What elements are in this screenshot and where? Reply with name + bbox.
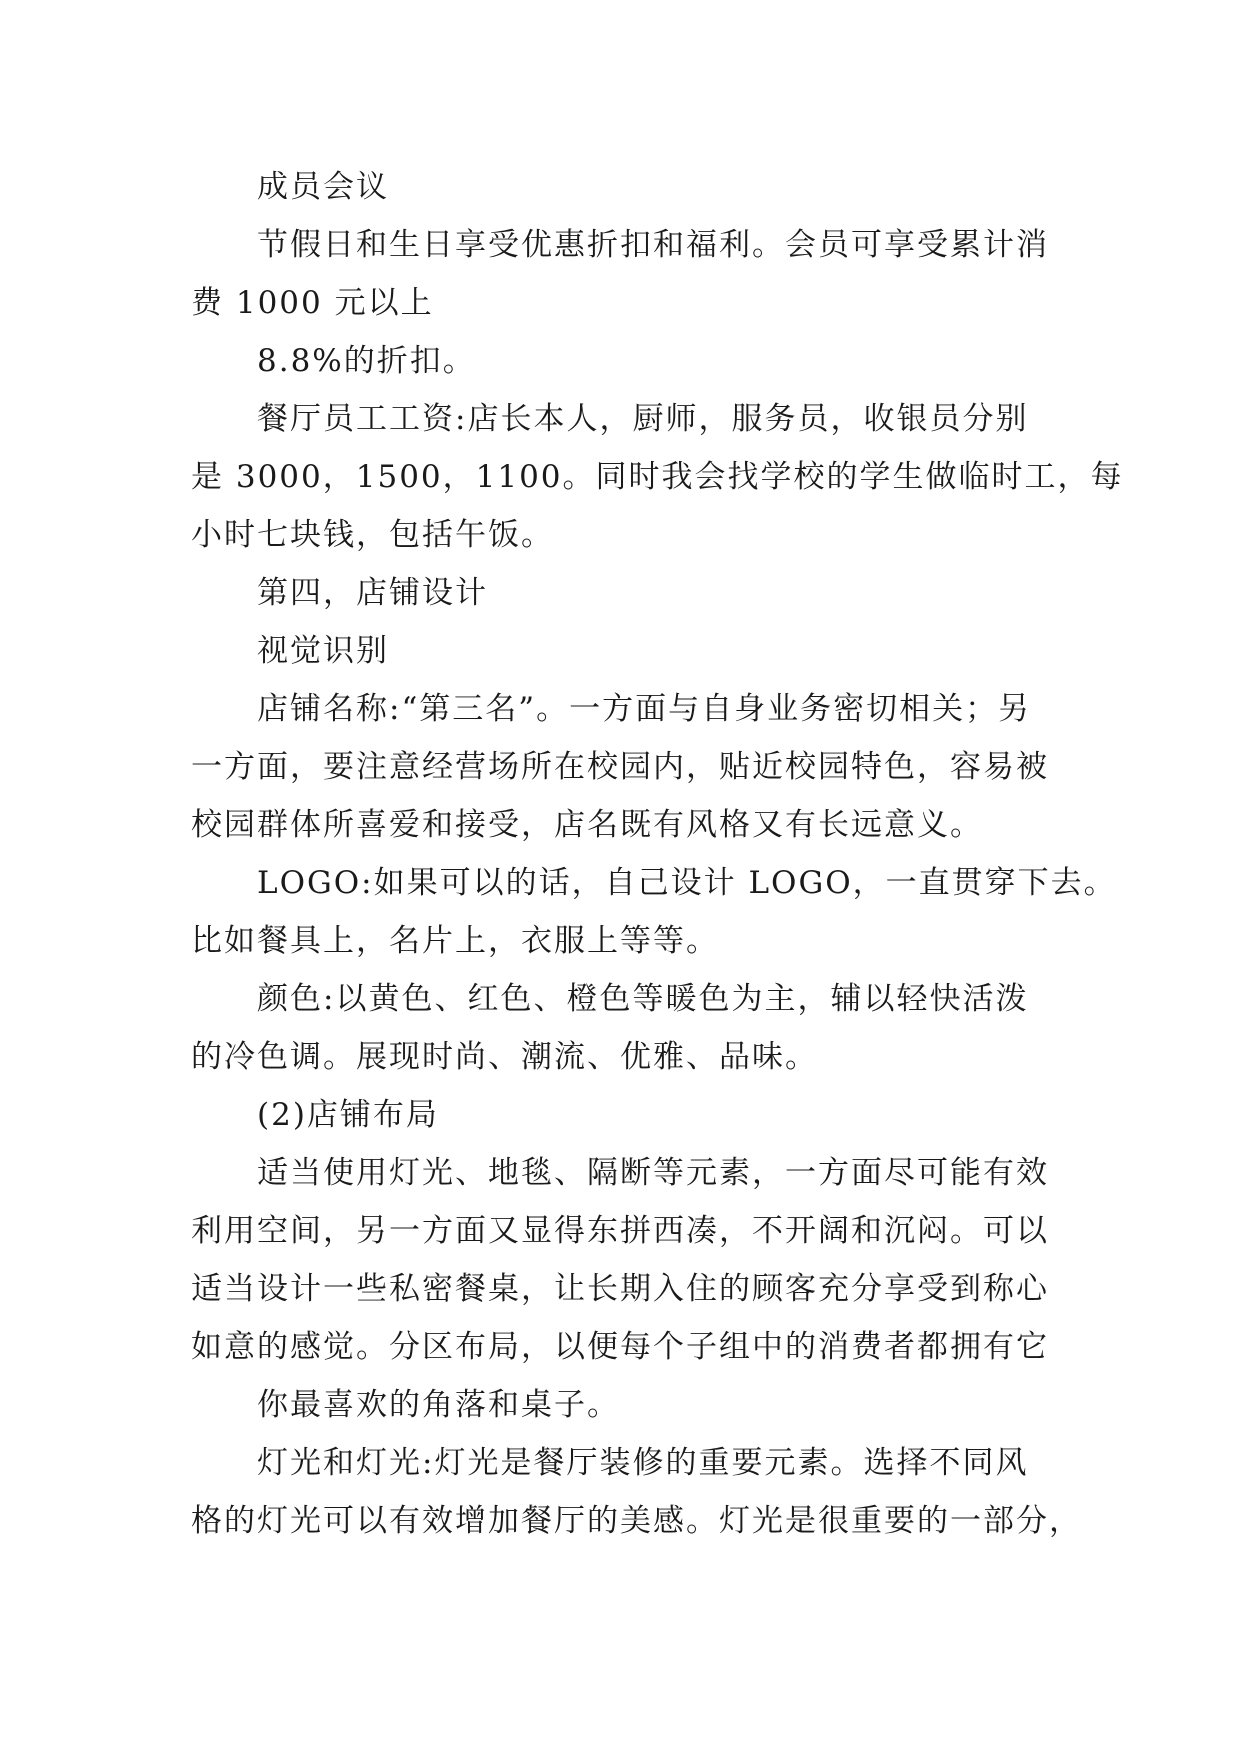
subsection-heading: 视觉识别 — [257, 633, 389, 669]
paragraph-line: 你最喜欢的角落和桌子。 — [257, 1387, 620, 1423]
paragraph-line: 一方面，要注意经营场所在校园内，贴近校园特色，容易被 — [191, 749, 1049, 785]
paragraph-line: 节假日和生日享受优惠折扣和福利。会员可享受累计消 — [257, 227, 1049, 263]
paragraph-line: 利用空间，另一方面又显得东拼西凑，不开阔和沉闷。可以 — [191, 1213, 1049, 1249]
paragraph-line: 如意的感觉。分区布局，以便每个子组中的消费者都拥有它 — [191, 1329, 1049, 1365]
paragraph-line: 餐厅员工工资:店长本人，厨师，服务员，收银员分别 — [257, 401, 1029, 437]
paragraph-line: 格的灯光可以有效增加餐厅的美感。灯光是很重要的一部分， — [191, 1503, 1082, 1539]
section-heading: 第四，店铺设计 — [257, 575, 488, 611]
subsection-heading: (2)店铺布局 — [257, 1097, 439, 1133]
paragraph-line: LOGO:如果可以的话，自己设计 LOGO，一直贯穿下去。 — [257, 865, 1117, 901]
document-body — [191, 158, 1124, 1550]
paragraph-line: 费 1000 元以上 — [191, 285, 434, 321]
paragraph-line: 灯光和灯光:灯光是餐厅装修的重要元素。选择不同风 — [257, 1445, 1029, 1481]
paragraph-line: 是 3000，1500，1100。同时我会找学校的学生做临时工，每 — [191, 459, 1124, 495]
paragraph-line: 的冷色调。展现时尚、潮流、优雅、品味。 — [191, 1039, 818, 1075]
paragraph-line: 小时七块钱，包括午饭。 — [191, 517, 554, 553]
paragraph-line: 店铺名称:“第三名”。一方面与自身业务密切相关；另 — [257, 691, 1032, 727]
paragraph-line: 校园群体所喜爱和接受，店名既有风格又有长远意义。 — [191, 807, 983, 843]
paragraph-line: 比如餐具上，名片上，衣服上等等。 — [191, 923, 719, 959]
paragraph-line: 成员会议 — [257, 169, 389, 205]
paragraph-line: 8.8%的折扣。 — [257, 343, 476, 379]
paragraph-line: 适当设计一些私密餐桌，让长期入住的顾客充分享受到称心 — [191, 1271, 1049, 1307]
paragraph-line: 颜色:以黄色、红色、橙色等暖色为主，辅以轻快活泼 — [257, 981, 1029, 1017]
paragraph-line: 适当使用灯光、地毯、隔断等元素，一方面尽可能有效 — [257, 1155, 1049, 1191]
